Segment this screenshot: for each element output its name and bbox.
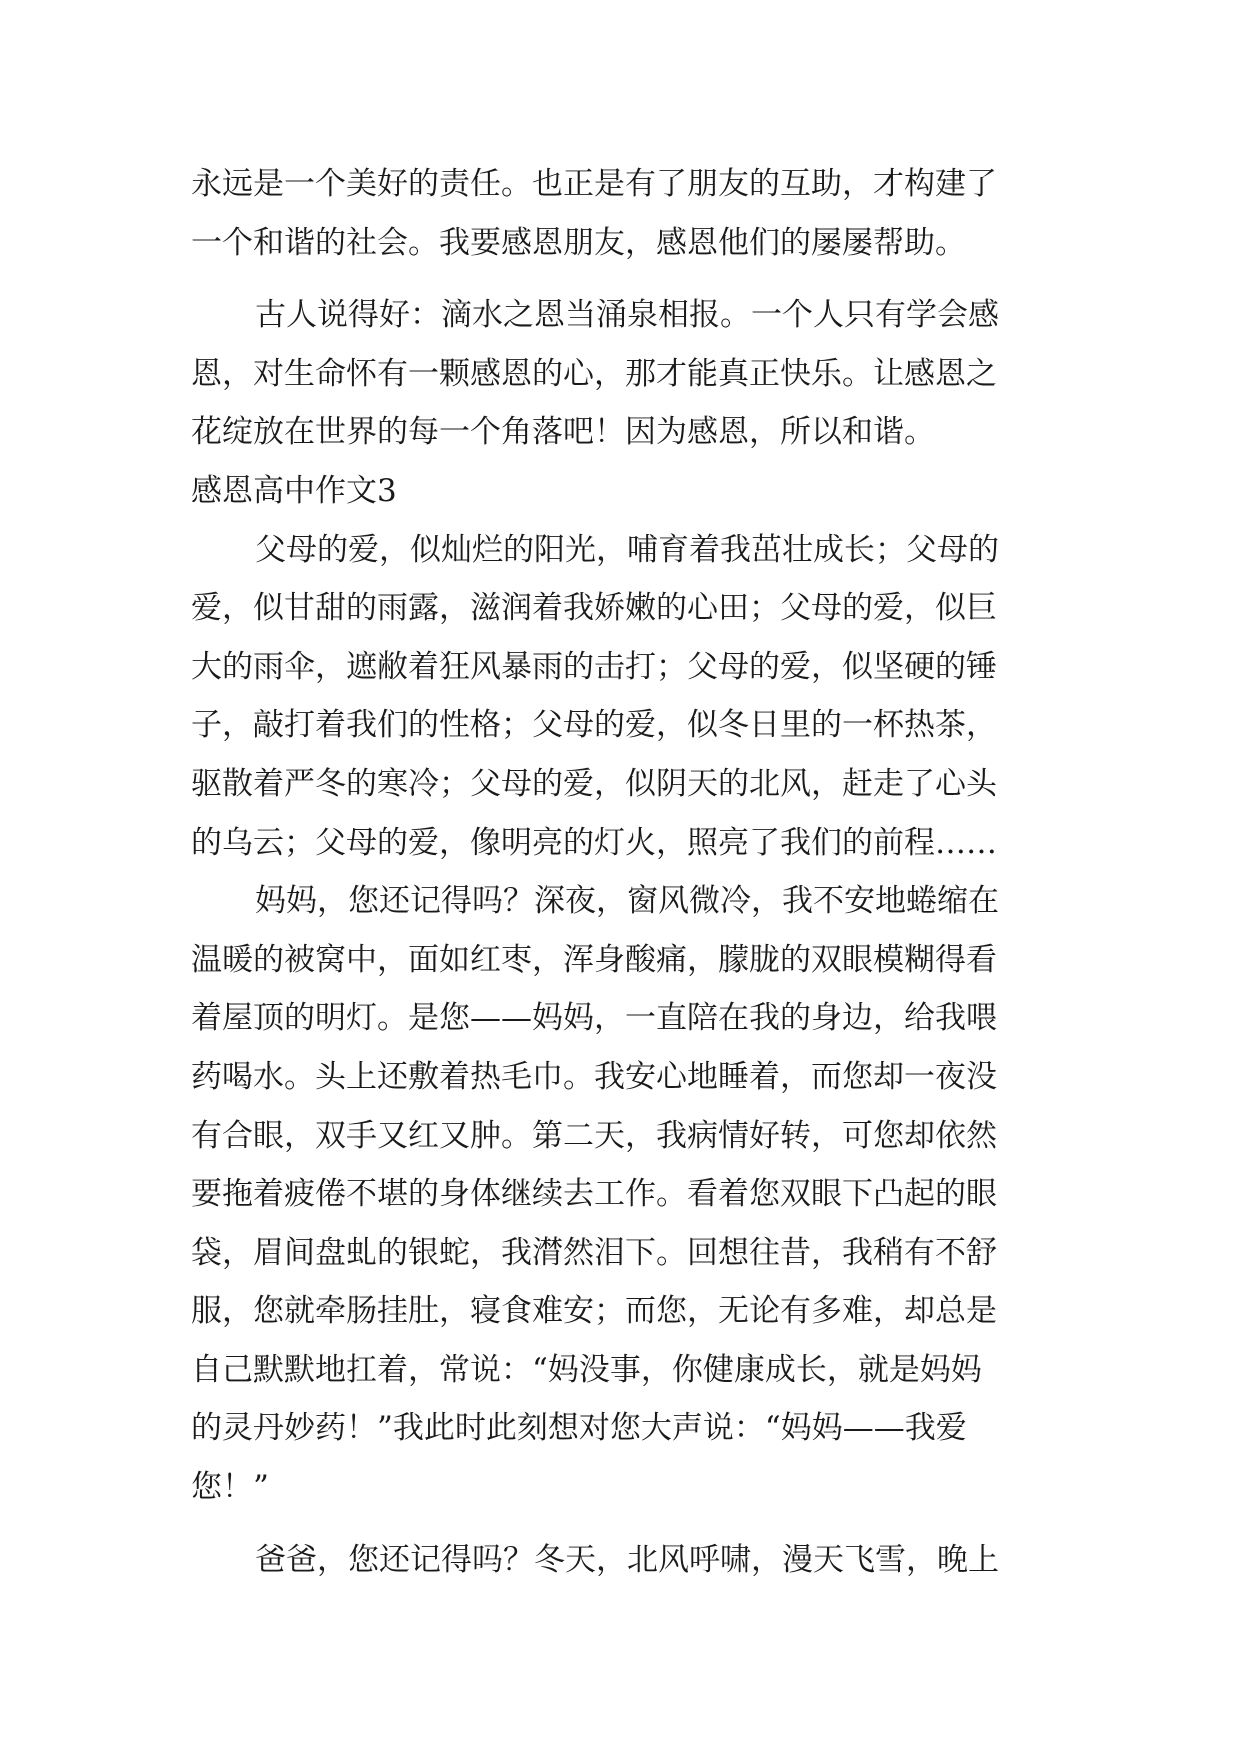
- text-line: 子，敲打着我们的性格；父母的爱，似冬日里的一杯热茶，: [191, 707, 997, 744]
- text-line: 着屋顶的明灯。是您——妈妈，一直陪在我的身边，给我喂: [191, 1000, 997, 1037]
- text-line: 自己默默地扛着，常说：“妈没事，你健康成长，就是妈妈: [191, 1351, 982, 1388]
- text-line: 要拖着疲倦不堪的身体继续去工作。看着您双眼下凸起的眼: [191, 1176, 997, 1213]
- text-line: 袋，眉间盘虬的银蛇，我潸然泪下。回想往昔，我稍有不舒: [191, 1234, 997, 1271]
- text-line: 古人说得好：滴水之恩当涌泉相报。一个人只有学会感: [255, 297, 999, 334]
- text-line: 大的雨伞，遮敝着狂风暴雨的击打；父母的爱，似坚硬的锤: [191, 648, 997, 685]
- text-line: 的乌云；父母的爱，像明亮的灯火，照亮了我们的前程……: [191, 824, 997, 861]
- text-line: 爱，似甘甜的雨露，滋润着我娇嫩的心田；父母的爱，似巨: [191, 590, 997, 627]
- text-line: 妈妈，您还记得吗？深夜，窗风微冷，我不安地蜷缩在: [255, 883, 999, 920]
- text-line: 父母的爱，似灿烂的阳光，哺育着我茁壮成长；父母的: [255, 531, 999, 568]
- text-line: 驱散着严冬的寒冷；父母的爱，似阴天的北风，赶走了心头: [191, 765, 997, 802]
- text-line: 有合眼，双手又红又肿。第二天，我病情好转，可您却依然: [191, 1117, 997, 1154]
- section-heading: 感恩高中作文3: [191, 472, 397, 509]
- text-line: 温暖的被窝中，面如红枣，浑身酸痛，朦胧的双眼模糊得看: [191, 941, 997, 978]
- text-line: 药喝水。头上还敷着热毛巾。我安心地睡着，而您却一夜没: [191, 1058, 997, 1095]
- text-line: 您！”: [191, 1469, 269, 1506]
- text-line: 爸爸，您还记得吗？冬天，北风呼啸，漫天飞雪，晚上: [255, 1541, 999, 1578]
- text-line: 恩，对生命怀有一颗感恩的心，那才能真正快乐。让感恩之: [191, 355, 997, 392]
- text-line: 永远是一个美好的责任。也正是有了朋友的互助，才构建了: [191, 166, 997, 202]
- text-line: 花绽放在世界的每一个角落吧！因为感恩，所以和谐。: [191, 414, 935, 451]
- text-line: 的灵丹妙药！”我此时此刻想对您大声说：“妈妈——我爱: [191, 1410, 967, 1447]
- text-line: 服，您就牵肠挂肚，寝食难安；而您，无论有多难，却总是: [191, 1293, 997, 1330]
- essay-body: [191, 155, 1071, 1589]
- text-line: 一个和谐的社会。我要感恩朋友，感恩他们的屡屡帮助。: [191, 224, 966, 261]
